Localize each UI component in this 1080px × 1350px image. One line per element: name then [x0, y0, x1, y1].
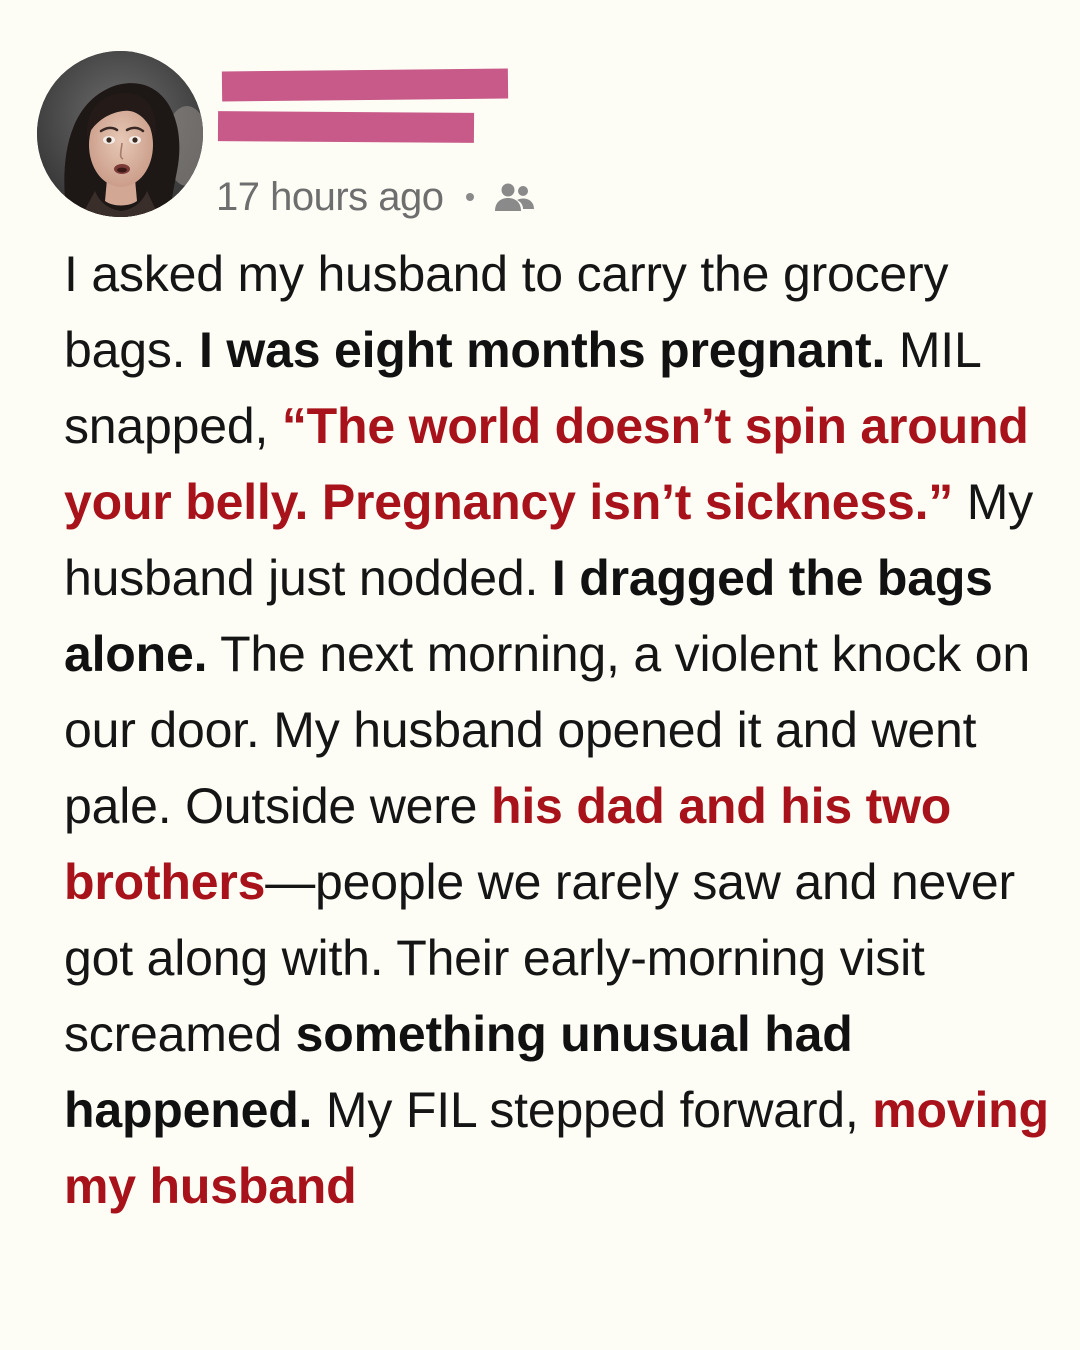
post-header — [0, 0, 1080, 230]
story-segment-red: moving my husband — [64, 1082, 1049, 1214]
story-segment: My husband just nodded. — [64, 474, 1034, 606]
story-segment-bold: I was eight months pregnant. — [199, 322, 886, 378]
story-segment-bold: something unusual had happened. — [64, 1006, 853, 1138]
story-segment: My FIL stepped forward, — [312, 1082, 873, 1138]
meta-separator-dot — [466, 193, 474, 201]
story-segment-red: his dad and his two brothers — [64, 778, 952, 910]
friends-icon[interactable] — [492, 179, 538, 215]
avatar-portrait-image — [37, 51, 203, 217]
author-avatar[interactable] — [37, 51, 203, 217]
post-meta — [216, 172, 538, 222]
story-segment-bold: I dragged the bags alone. — [64, 550, 993, 682]
story-segment: —people we rarely saw and never got along with. Their early-morning visit screamed — [64, 854, 1015, 1062]
author-subtitle-redaction — [218, 111, 474, 143]
story-segment-red: “The world doesn’t spin around your belly. Pregnancy isn’t sickness.” — [64, 398, 1029, 530]
post-story-text — [64, 236, 1054, 1224]
story-segment: MIL snapped, — [64, 322, 980, 454]
post-timestamp[interactable]: 17 hours ago — [216, 174, 444, 219]
story-segment: The next morning, a violent knock on our door. My husband opened it and went pale. Outside were — [64, 626, 1030, 834]
story-segment: I asked my husband to carry the grocery bags. — [64, 246, 949, 378]
author-name-redaction — [222, 69, 508, 102]
